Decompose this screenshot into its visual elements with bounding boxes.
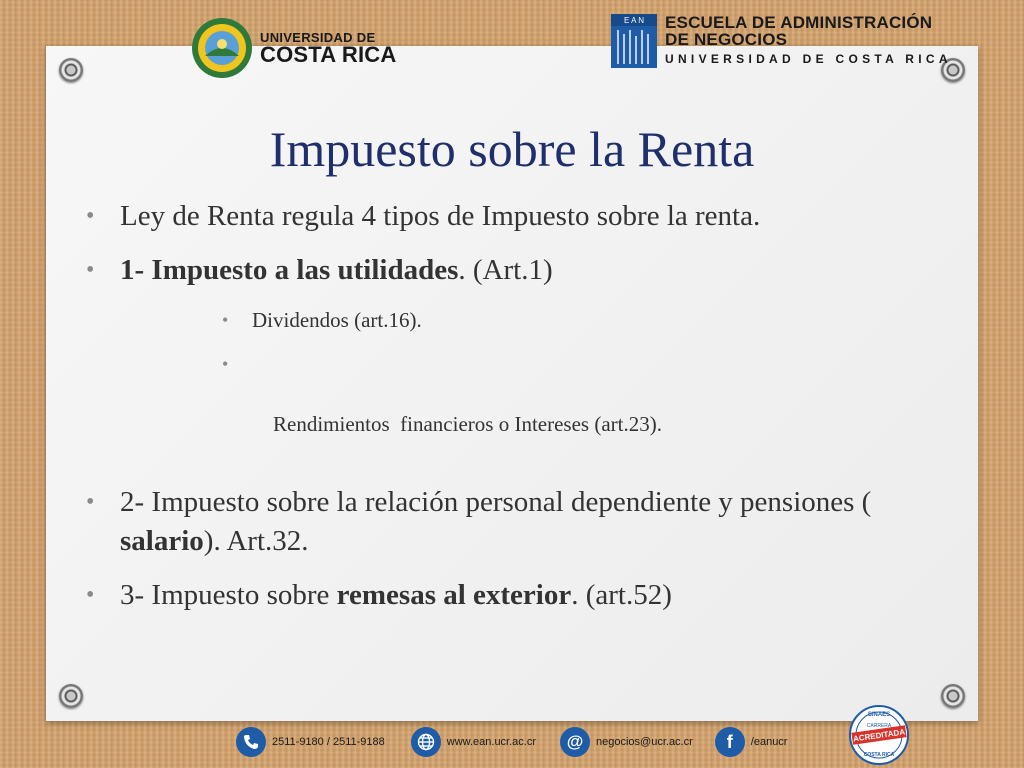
sub-bullet-text: Dividendos (art.16).	[252, 308, 422, 332]
bullet-text: Ley de Renta regula 4 tipos de Impuesto sobre la renta.	[120, 200, 761, 232]
globe-icon	[411, 727, 441, 757]
bullet-text: 2- Impuesto sobre la relación personal dependiente y pensiones (	[120, 486, 872, 518]
bullet-bold-text: salario	[120, 525, 204, 557]
facebook-icon: f	[715, 727, 745, 757]
bullet-icon: •	[86, 203, 95, 229]
badge-mid-text: ACREDITADA	[852, 727, 906, 744]
bullet-item	[86, 576, 946, 615]
header	[0, 0, 1024, 95]
ean-line2: DE NEGOCIOS	[665, 30, 788, 49]
phone-icon	[236, 727, 266, 757]
bullet-item	[86, 197, 946, 236]
bullet-text: . (Art.1)	[458, 254, 553, 286]
bullet-text: 3- Impuesto sobre	[120, 579, 337, 611]
bullet-item	[86, 251, 946, 290]
bullet-icon: •	[86, 582, 95, 608]
footer-facebook[interactable]	[715, 727, 788, 757]
bullet-icon: •	[222, 354, 229, 374]
ean-logo	[611, 14, 952, 68]
bullet-bold-text: 1- Impuesto a las utilidades	[120, 254, 459, 286]
footer	[236, 724, 787, 760]
footer-phone	[236, 727, 385, 757]
badge-bottom-text: COSTA RICA	[863, 752, 895, 758]
sub-bullet-item	[222, 305, 946, 335]
bullet-bold-text: remesas al exterior	[336, 579, 572, 611]
ean-line1: ESCUELA DE ADMINISTRACIÓN	[665, 13, 933, 32]
web-link[interactable]: www.ean.ucr.ac.cr	[446, 736, 537, 748]
ucr-line2: COSTA RICA	[260, 41, 397, 67]
slide-content	[86, 197, 946, 630]
ucr-logo	[190, 16, 396, 80]
ean-line3: UNIVERSIDAD DE COSTA RICA	[665, 52, 952, 66]
facebook-link[interactable]: /eanucr	[750, 736, 788, 748]
screw-icon	[59, 684, 83, 708]
bullet-text: . (art.52)	[571, 579, 672, 611]
footer-web[interactable]	[411, 727, 536, 757]
badge-small-text: CARRERA	[866, 723, 892, 729]
sub-bullet-text: Rendimientos financieros o Intereses (art.23).	[273, 412, 662, 436]
ean-logo-icon	[611, 14, 657, 68]
phone-text: 2511-9180 / 2511-9188	[272, 736, 385, 748]
ucr-seal-icon	[190, 16, 254, 80]
slide-title: Impuesto sobre la Renta	[269, 121, 755, 177]
ean-box-letters: E A N	[623, 16, 645, 25]
bullet-icon: •	[222, 310, 229, 330]
sub-bullet-item	[222, 349, 946, 469]
bullet-icon: •	[86, 257, 95, 283]
at-icon: @	[560, 727, 590, 757]
badge-top-text: SINAES	[867, 712, 891, 718]
footer-email[interactable]	[560, 727, 693, 757]
accreditation-badge-icon	[846, 704, 912, 766]
screw-icon	[941, 684, 965, 708]
email-link[interactable]: negocios@ucr.ac.cr	[596, 736, 693, 748]
ucr-line1: UNIVERSIDAD DE	[260, 29, 376, 45]
bullet-item	[86, 483, 946, 561]
bullet-text: ). Art.32.	[203, 525, 309, 557]
bullet-icon: •	[86, 489, 95, 515]
